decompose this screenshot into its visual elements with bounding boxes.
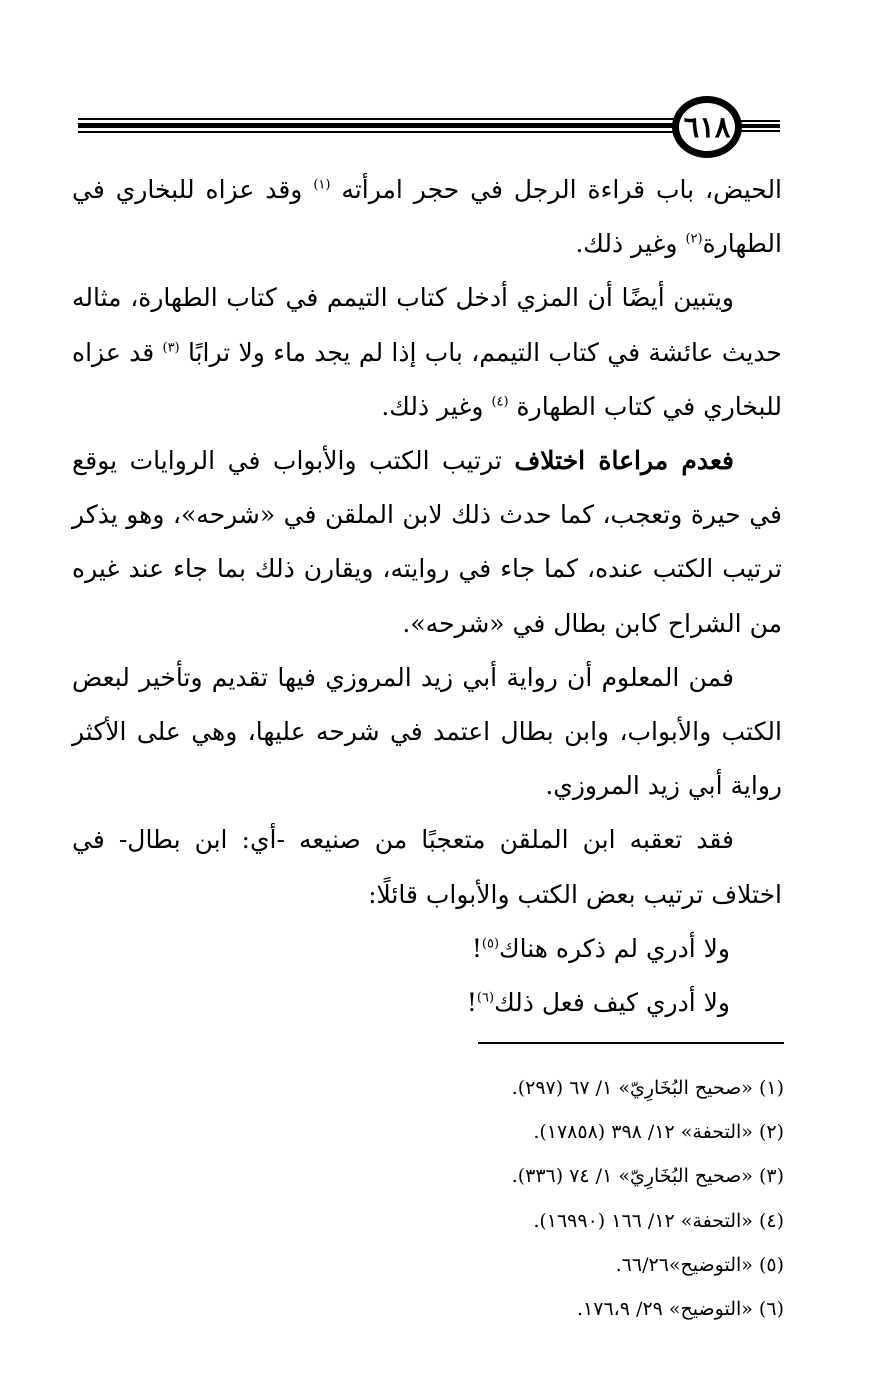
footnote-ref[interactable]: (٤)	[491, 394, 509, 410]
paragraph	[72, 434, 782, 651]
text-run: قد عزاه للبخاري في كتاب الطهارة	[72, 337, 782, 421]
text-run: !	[471, 933, 482, 963]
footnote: (٣) «صحيح البُخَارِيّ» ١/ ٧٤ (٣٣٦).	[511, 1165, 784, 1188]
paragraph	[72, 271, 782, 434]
text-run: ولا أدري كيف فعل ذلك	[494, 988, 730, 1018]
paragraph: فقد تعقبه ابن الملقن متعجبًا من صنيعه -أي: ابن بطال- في اختلاف ترتيب بعض الكتب والأبواب قائلًا:	[72, 825, 782, 909]
text-run: ويتبين أيضًا أن المزي أدخل كتاب التيمم في كتاب الطهارة، مثاله حديث عائشة في كتاب التيمم، باب إذا لم يجد ماء ولا ترابًا	[72, 283, 782, 367]
footnote-ref[interactable]: (٦)	[476, 990, 495, 1006]
text-run: الحيض، باب قراءة الرجل في حجر امرأته	[341, 175, 783, 204]
quote-line	[72, 976, 782, 1030]
paragraph	[72, 163, 782, 271]
paragraph: فمن المعلوم أن رواية أبي زيد المروزي فيها تقديم وتأخير لبعض الكتب والأبواب، وابن بطال اعتمد في شرحه عليها، وهي على الأكثر رواية أبي زيد المروزي.	[72, 662, 782, 801]
footnote: (٥) «التوضيح»٦٦/٢٦.	[615, 1253, 784, 1276]
footnote-ref[interactable]: (٢)	[685, 231, 703, 247]
footnote-ref[interactable]: (٣)	[162, 340, 180, 356]
footnote: (٢) «التحفة» ١٢/ ٣٩٨ (١٧٨٥٨).	[533, 1121, 784, 1144]
header-rule	[78, 118, 676, 134]
text-run: وغير ذلك.	[575, 229, 686, 259]
text-run: ولا أدري لم ذكره هناك	[499, 933, 730, 963]
bold-lead: فعدم مراعاة اختلاف	[514, 446, 735, 476]
footnotes	[360, 1066, 784, 1331]
text-run: وغير ذلك.	[381, 391, 492, 421]
quote-line	[72, 922, 782, 976]
text-run: وقد عزاه للبخاري في الطهارة	[72, 175, 782, 259]
footnote-ref[interactable]: (١)	[313, 177, 331, 193]
footnote: (٦) «التوضيح» ٢٩/ ١٧٦،٩.	[576, 1298, 784, 1321]
main-text	[72, 163, 782, 1030]
text-run: !	[466, 988, 477, 1018]
footnote-separator	[478, 1042, 784, 1044]
footnote: (١) «صحيح البُخَارِيّ» ١/ ٦٧ (٢٩٧).	[511, 1077, 784, 1099]
text-run: ترتيب الكتب والأبواب في الروايات يوقع في حيرة وتعجب، كما حدث ذلك لابن الملقن في «شرحه»، وهو يذكر ترتيب الكتب عنده، كما جاء في روايته، ويقارن ذلك بما جاء عند غيره من الشراح كابن بطال في «شرحه».	[72, 446, 782, 638]
page-number: ٦١٨	[672, 96, 742, 158]
footnote: (٤) «التحفة» ١٢/ ١٦٦ (١٦٩٩٠).	[533, 1209, 784, 1232]
header-rule-end	[738, 120, 780, 132]
footnote-ref[interactable]: (٥)	[481, 936, 500, 952]
